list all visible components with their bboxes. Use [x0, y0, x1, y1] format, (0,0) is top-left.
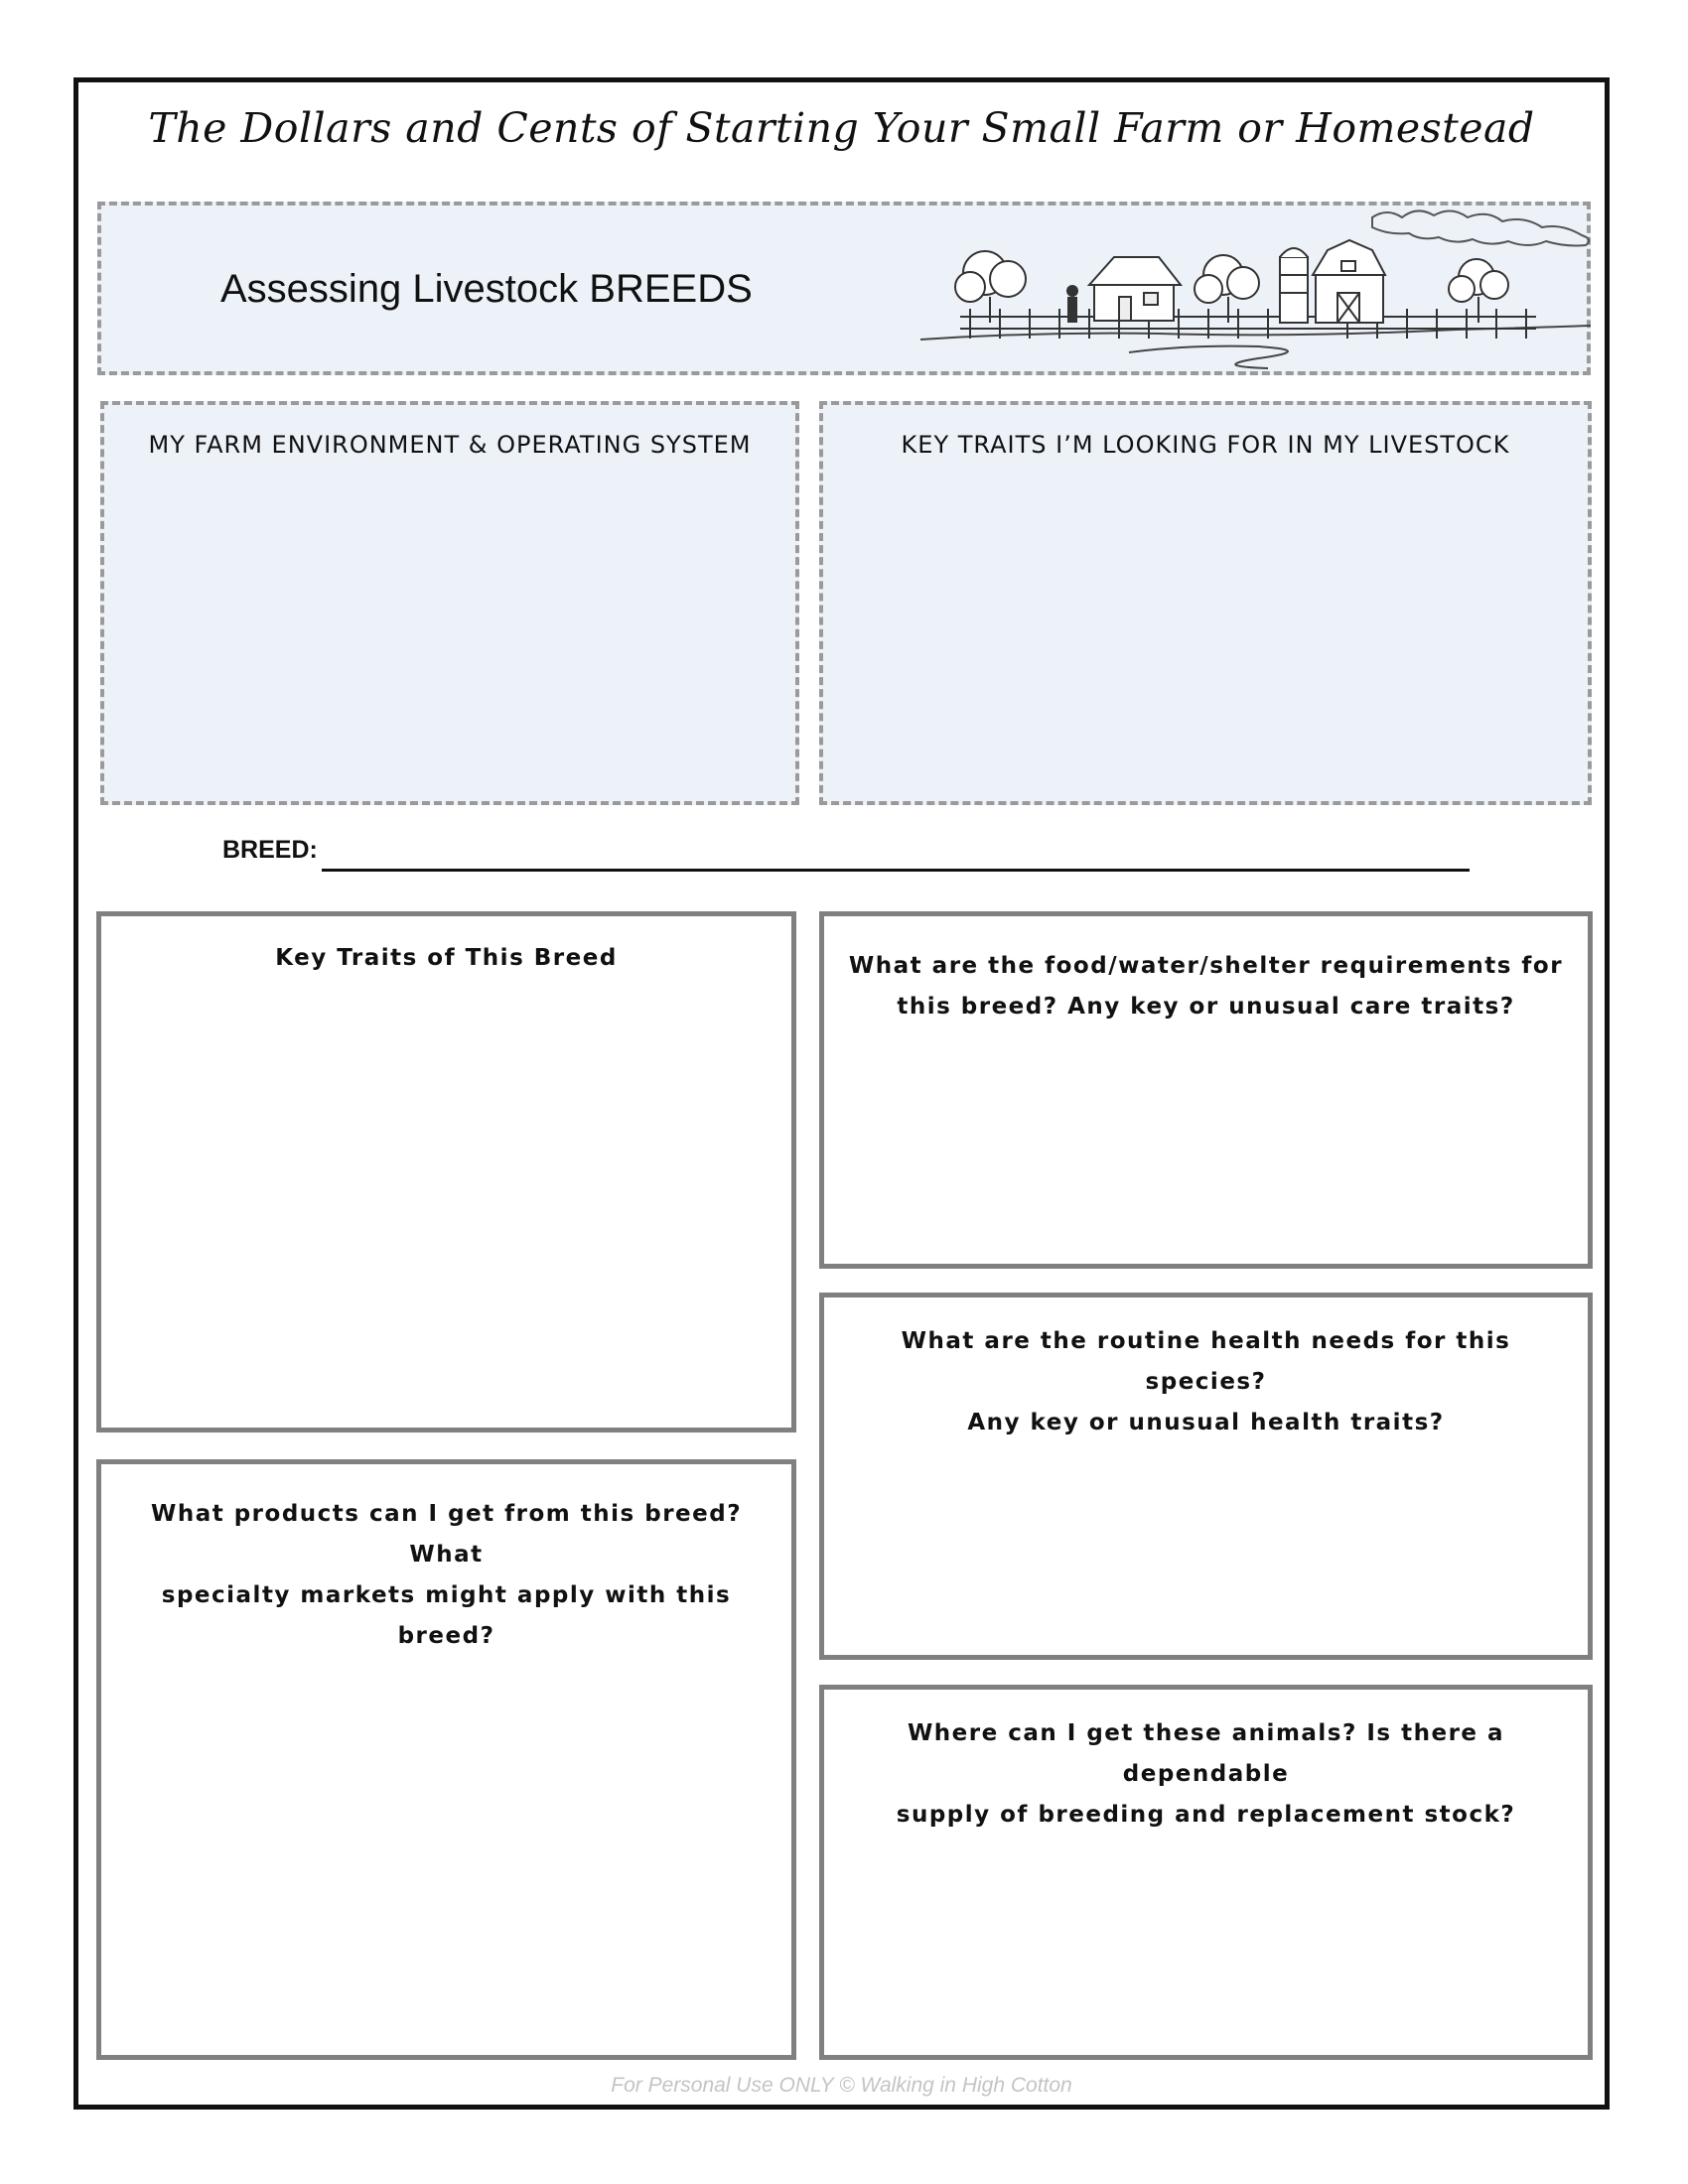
farm-environment-box[interactable] — [100, 401, 799, 805]
farm-environment-label: MY FARM ENVIRONMENT & OPERATING SYSTEM — [148, 431, 752, 459]
food-water-shelter-box[interactable] — [819, 911, 1593, 1269]
products-markets-question: What products can I get from this breed? What specialty markets might apply with this breed? — [150, 1501, 743, 1649]
products-markets-box[interactable] — [96, 1459, 796, 2060]
sourcing-question: Where can I get these animals? Is there a dependable supply of breeding and replacement stock? — [896, 1720, 1516, 1828]
farm-scene-icon — [920, 205, 1591, 375]
section-title: Assessing Livestock BREEDS — [220, 267, 753, 311]
breed-label: BREED: — [222, 836, 318, 864]
key-traits-wanted-label: KEY TRAITS I’M LOOKING FOR IN MY LIVESTOCK — [901, 431, 1510, 459]
breed-input[interactable] — [322, 869, 1470, 872]
section-banner — [97, 202, 1591, 375]
health-needs-box[interactable] — [819, 1293, 1593, 1660]
breed-key-traits-box[interactable] — [96, 911, 796, 1433]
health-needs-question: What are the routine health needs for this species? Any key or unusual health traits? — [901, 1328, 1511, 1435]
key-traits-wanted-box[interactable] — [819, 401, 1592, 805]
copyright-footer: For Personal Use ONLY © Walking in High Cotton — [611, 2074, 1072, 2097]
food-water-shelter-question: What are the food/water/shelter requirements for this breed? Any key or unusual care traits? — [848, 953, 1564, 1020]
breed-key-traits-question: Key Traits of This Breed — [275, 945, 618, 971]
page-title: The Dollars and Cents of Starting Your Small Farm or Homestead — [148, 104, 1535, 152]
sourcing-box[interactable] — [819, 1685, 1593, 2060]
